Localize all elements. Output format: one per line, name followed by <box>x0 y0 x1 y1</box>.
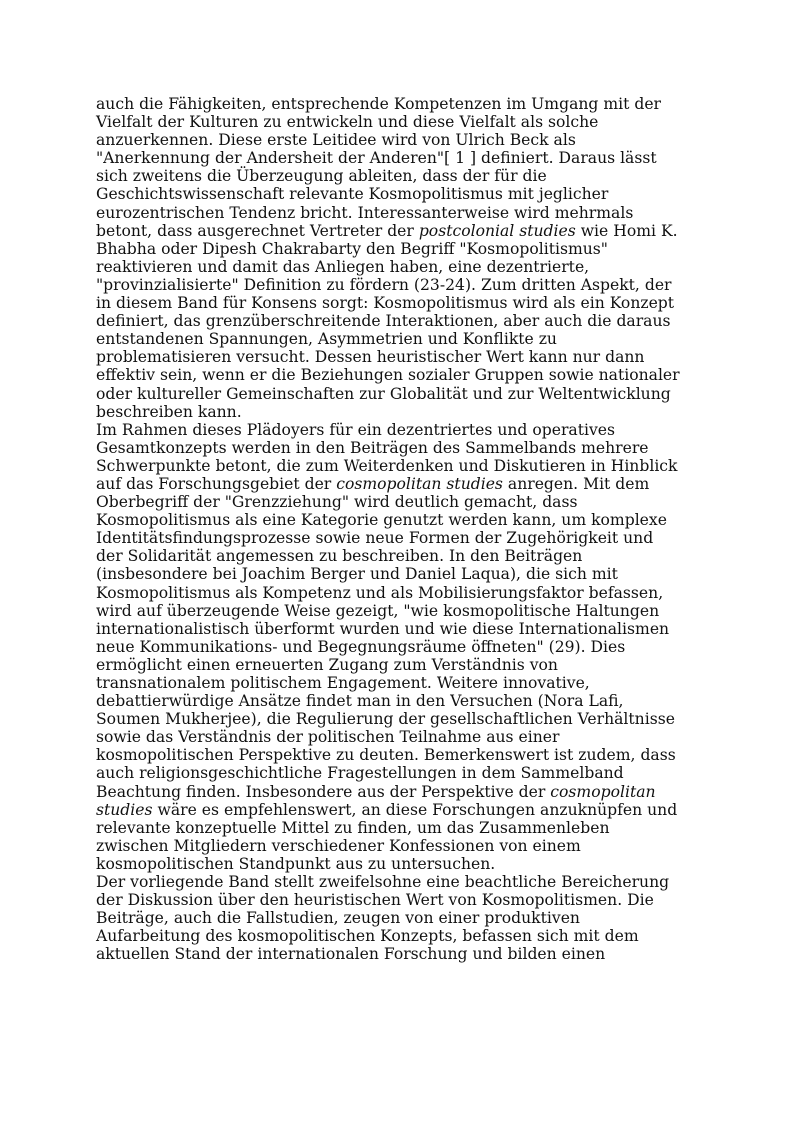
text-line: Kosmopolitismus als eine Kategorie genutzt werden kann, um komplexe <box>96 511 667 530</box>
text-line: der Diskussion über den heuristischen Wert von Kosmopolitismen. Die <box>96 891 654 910</box>
text-segment: Beachtung finden. Insbesondere aus der Perspektive der <box>96 782 551 801</box>
text-segment: anregen. Mit dem <box>502 474 650 493</box>
text-line: auch religionsgeschichtliche Fragestellungen in dem Sammelband <box>96 764 624 783</box>
text-line: zwischen Mitgliedern verschiedener Konfessionen von einem <box>96 836 581 855</box>
text-line: (insbesondere bei Joachim Berger und Daniel Laqua), die sich mit <box>96 565 618 584</box>
italic-term: studies <box>96 800 153 819</box>
text-line: Oberbegriff der "Grenzziehung" wird deutlich gemacht, dass <box>96 493 578 512</box>
text-line: reaktivieren und damit das Anliegen haben, eine dezentrierte, <box>96 257 590 276</box>
text-line: sich zweitens die Überzeugung ableiten, dass der für die <box>96 167 547 186</box>
text-line: eurozentrischen Tendenz bricht. Interessanterweise wird mehrmals <box>96 203 634 222</box>
text-line: effektiv sein, wenn er die Beziehungen sozialer Gruppen sowie nationaler <box>96 366 680 385</box>
text-line: ermöglicht einen erneuerten Zugang zum Verständnis von <box>96 655 558 674</box>
text-line: Bhabha oder Dipesh Chakrabarty den Begriff "Kosmopolitismus" <box>96 239 608 258</box>
text-segment: auf das Forschungsgebiet der <box>96 474 337 493</box>
italic-term: cosmopolitan studies <box>336 474 503 493</box>
text-line <box>96 222 716 240</box>
text-line: anzuerkennen. Diese erste Leitidee wird von Ulrich Beck als <box>96 131 576 150</box>
text-line: auch die Fähigkeiten, entsprechende Kompetenzen im Umgang mit der <box>96 95 662 113</box>
text-line: Im Rahmen dieses Plädoyers für ein dezentriertes und operatives <box>96 420 615 439</box>
text-line: definiert, das grenzüberschreitende Interaktionen, aber auch die daraus <box>96 312 671 331</box>
text-line: "Anerkennung der Andersheit der Anderen"[ 1 ] definiert. Daraus lässt <box>96 149 657 168</box>
text-line: "provinzialisierte" Definition zu fördern (23-24). Zum dritten Aspekt, der <box>96 275 672 294</box>
text-line: neue Kommunikations- und Begegnungsräume öffneten" (29). Dies <box>96 637 626 656</box>
text-line <box>96 801 716 819</box>
text-line: wird auf überzeugende Weise gezeigt, "wie kosmopolitische Haltungen <box>96 601 660 620</box>
text-line: in diesem Band für Konsens sorgt: Kosmopolitismus wird als ein Konzept <box>96 294 675 313</box>
text-line: beschreiben kann. <box>96 402 242 421</box>
text-line: internationalistisch überformt wurden und wie diese Internationalismen <box>96 619 670 638</box>
text-line: der Solidarität angemessen zu beschreiben. In den Beiträgen <box>96 547 583 566</box>
text-line: problematisieren versucht. Dessen heuristischer Wert kann nur dann <box>96 348 645 367</box>
text-line <box>96 475 716 493</box>
text-line: oder kultureller Gemeinschaften zur Globalität und zur Weltentwicklung <box>96 384 671 403</box>
text-line: sowie das Verständnis der politischen Teilnahme aus einer <box>96 728 560 747</box>
text-line: aktuellen Stand der internationalen Forschung und bilden einen <box>96 945 606 964</box>
text-line: kosmopolitischen Perspektive zu deuten. Bemerkenswert ist zudem, dass <box>96 746 676 765</box>
text-line: Gesamtkonzepts werden in den Beiträgen des Sammelbands mehrere <box>96 438 649 457</box>
italic-term: postcolonial studies <box>418 221 576 240</box>
text-line: Vielfalt der Kulturen zu entwickeln und diese Vielfalt als solche <box>96 113 599 132</box>
text-segment: betont, dass ausgerechnet Vertreter der <box>96 221 419 240</box>
text-line: debattierwürdige Ansätze findet man in den Versuchen (Nora Lafi, <box>96 692 624 711</box>
text-line: Schwerpunkte betont, die zum Weiterdenken und Diskutieren in Hinblick <box>96 456 678 475</box>
text-line: transnationalem politischem Engagement. Weitere innovative, <box>96 674 590 692</box>
text-segment: wie Homi K. <box>575 221 678 240</box>
italic-term: cosmopolitan <box>550 782 656 801</box>
text-line: Beiträge, auch die Fallstudien, zeugen von einer produktiven <box>96 909 580 928</box>
text-line: kosmopolitischen Standpunkt aus zu untersuchen. <box>96 854 496 873</box>
document-body <box>96 95 716 964</box>
text-line: Kosmopolitismus als Kompetenz und als Mobilisierungsfaktor befassen, <box>96 583 664 602</box>
text-line: Der vorliegende Band stellt zweifelsohne eine beachtliche Bereicherung <box>96 873 670 892</box>
text-line: Soumen Mukherjee), die Regulierung der gesellschaftlichen Verhältnisse <box>96 710 675 729</box>
text-line: relevante konzeptuelle Mittel zu finden, um das Zusammenleben <box>96 818 610 837</box>
text-line: Identitätsfindungsprozesse sowie neue Formen der Zugehörigkeit und <box>96 529 654 548</box>
text-line: Aufarbeitung des kosmopolitischen Konzepts, befassen sich mit dem <box>96 927 639 946</box>
text-segment: wäre es empfehlenswert, an diese Forschungen anzuknüpfen und <box>152 800 678 819</box>
text-line <box>96 783 716 801</box>
text-line: entstandenen Spannungen, Asymmetrien und Konflikte zu <box>96 330 557 349</box>
text-line: Geschichtswissenschaft relevante Kosmopolitismus mit jeglicher <box>96 185 609 204</box>
